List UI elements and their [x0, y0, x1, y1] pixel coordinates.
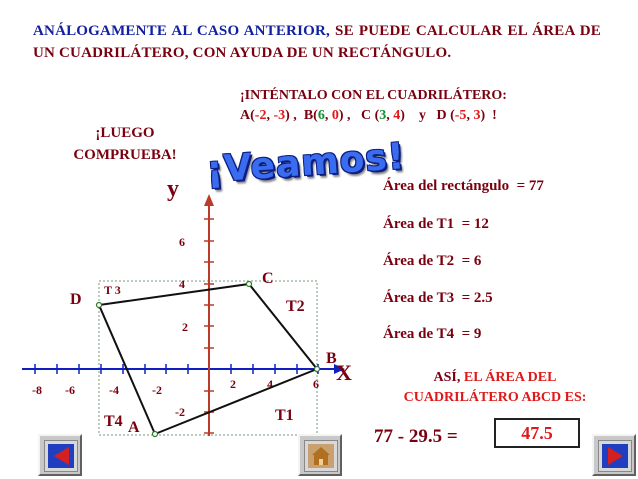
- right-arrow-icon: [599, 441, 631, 471]
- x-tick-label: -8: [32, 383, 42, 397]
- y-axis-arrow: [204, 194, 214, 206]
- point-d-y: 3: [473, 108, 481, 123]
- challenge-points: A(-2, -3) , B(6, 0) , C (3, 4) y D (-5, 3) !: [240, 108, 497, 123]
- area-value: = 6: [461, 253, 482, 269]
- x-tick-label: -4: [109, 383, 119, 397]
- area-t1: [383, 216, 489, 233]
- area-value: = 12: [461, 216, 489, 232]
- conclusion-line1: [376, 368, 614, 388]
- result-box: 47.5: [494, 418, 580, 448]
- point-d-name: D: [436, 108, 447, 123]
- y-tick-label: -2: [175, 405, 185, 419]
- area-t4: [383, 326, 481, 343]
- vertex-d-dot: [97, 303, 102, 308]
- triangle-label-t2: T2: [286, 298, 305, 315]
- vertex-a-dot: [153, 432, 158, 437]
- triangle-label-t3: T 3: [104, 283, 121, 297]
- conclusion-rest1: EL ÁREA DEL: [460, 370, 557, 385]
- prev-button[interactable]: [38, 434, 82, 476]
- prev-button-face: [44, 440, 78, 472]
- point-c-name: C: [361, 108, 372, 123]
- challenge-y-word: y: [418, 108, 426, 123]
- x-tick-label: -6: [65, 383, 75, 397]
- veamos-title: ¡Veamos!: [205, 136, 407, 191]
- coordinate-graph: [20, 175, 360, 445]
- x-tick-label: -2: [152, 383, 162, 397]
- x-tick-labels: [32, 377, 319, 397]
- area-label: Área del rectángulo: [383, 178, 510, 194]
- area-value: = 9: [461, 326, 482, 342]
- challenge-block: [240, 86, 507, 126]
- x-tick-label: 6: [313, 377, 319, 391]
- point-b-x: 6: [317, 108, 325, 123]
- x-tick-label: 4: [267, 377, 273, 391]
- area-label: Área de T1: [383, 216, 455, 232]
- home-button-face: [304, 440, 338, 472]
- vertex-c-dot: [247, 282, 252, 287]
- area-value: = 2.5: [461, 290, 493, 306]
- area-label: Área de T3: [383, 290, 455, 306]
- vertex-label-c: C: [262, 270, 274, 287]
- area-label: Área de T2: [383, 253, 455, 269]
- point-c-y: 4: [393, 108, 401, 123]
- y-tick-labels: [175, 235, 188, 419]
- vertex-b-dot: [315, 367, 320, 372]
- conclusion-asi: ASÍ,: [433, 370, 461, 385]
- check-text: ¡LUEGO COMPRUEBA!: [73, 125, 177, 163]
- conclusion-line2: CUADRILÁTERO ABCD ES:: [403, 390, 587, 405]
- vertex-label-a: A: [128, 419, 140, 436]
- conclusion-text: [376, 368, 614, 408]
- challenge-title: ¡INTÉNTALO CON EL CUADRILÁTERO:: [240, 88, 507, 103]
- area-rectangle: [383, 178, 544, 195]
- x-tick-label: 2: [230, 377, 236, 391]
- next-button[interactable]: [592, 434, 636, 476]
- intro-text: [33, 20, 601, 64]
- vertex-label-d: D: [70, 291, 82, 308]
- point-a-x: -2: [254, 108, 267, 123]
- vertex-label-b: B: [326, 350, 337, 367]
- y-axis-label: y: [167, 176, 179, 202]
- home-button[interactable]: [298, 434, 342, 476]
- intro-highlight: ANÁLOGAMENTE AL CASO ANTERIOR,: [33, 23, 330, 39]
- area-value: = 77: [516, 178, 544, 194]
- point-d-x: -5: [454, 108, 467, 123]
- area-t3: [383, 290, 493, 307]
- next-button-face: [598, 440, 632, 472]
- triangle-label-t4: T4: [104, 413, 123, 430]
- y-tick-label: 4: [179, 277, 185, 291]
- challenge-end: !: [492, 108, 497, 123]
- left-arrow-icon: [45, 441, 77, 471]
- x-axis-label: X: [336, 360, 352, 385]
- point-b-name: B: [303, 108, 314, 123]
- triangle-label-t1: T1: [275, 407, 294, 424]
- area-label: Área de T4: [383, 326, 455, 342]
- y-tick-label: 2: [182, 320, 188, 334]
- calculation: 77 - 29.5 =: [374, 426, 458, 447]
- y-tick-label: 6: [179, 235, 185, 249]
- point-a-name: A: [240, 108, 251, 123]
- point-a-y: -3: [273, 108, 286, 123]
- point-b-y: 0: [331, 108, 339, 123]
- home-icon: [305, 441, 337, 471]
- point-c-x: 3: [379, 108, 387, 123]
- intro-rest: SE PUEDE CALCULAR EL ÁREA DE UN CUADRILÁTERO, CON AYUDA DE UN RECTÁNGULO.: [33, 23, 601, 61]
- area-t2: [383, 253, 481, 270]
